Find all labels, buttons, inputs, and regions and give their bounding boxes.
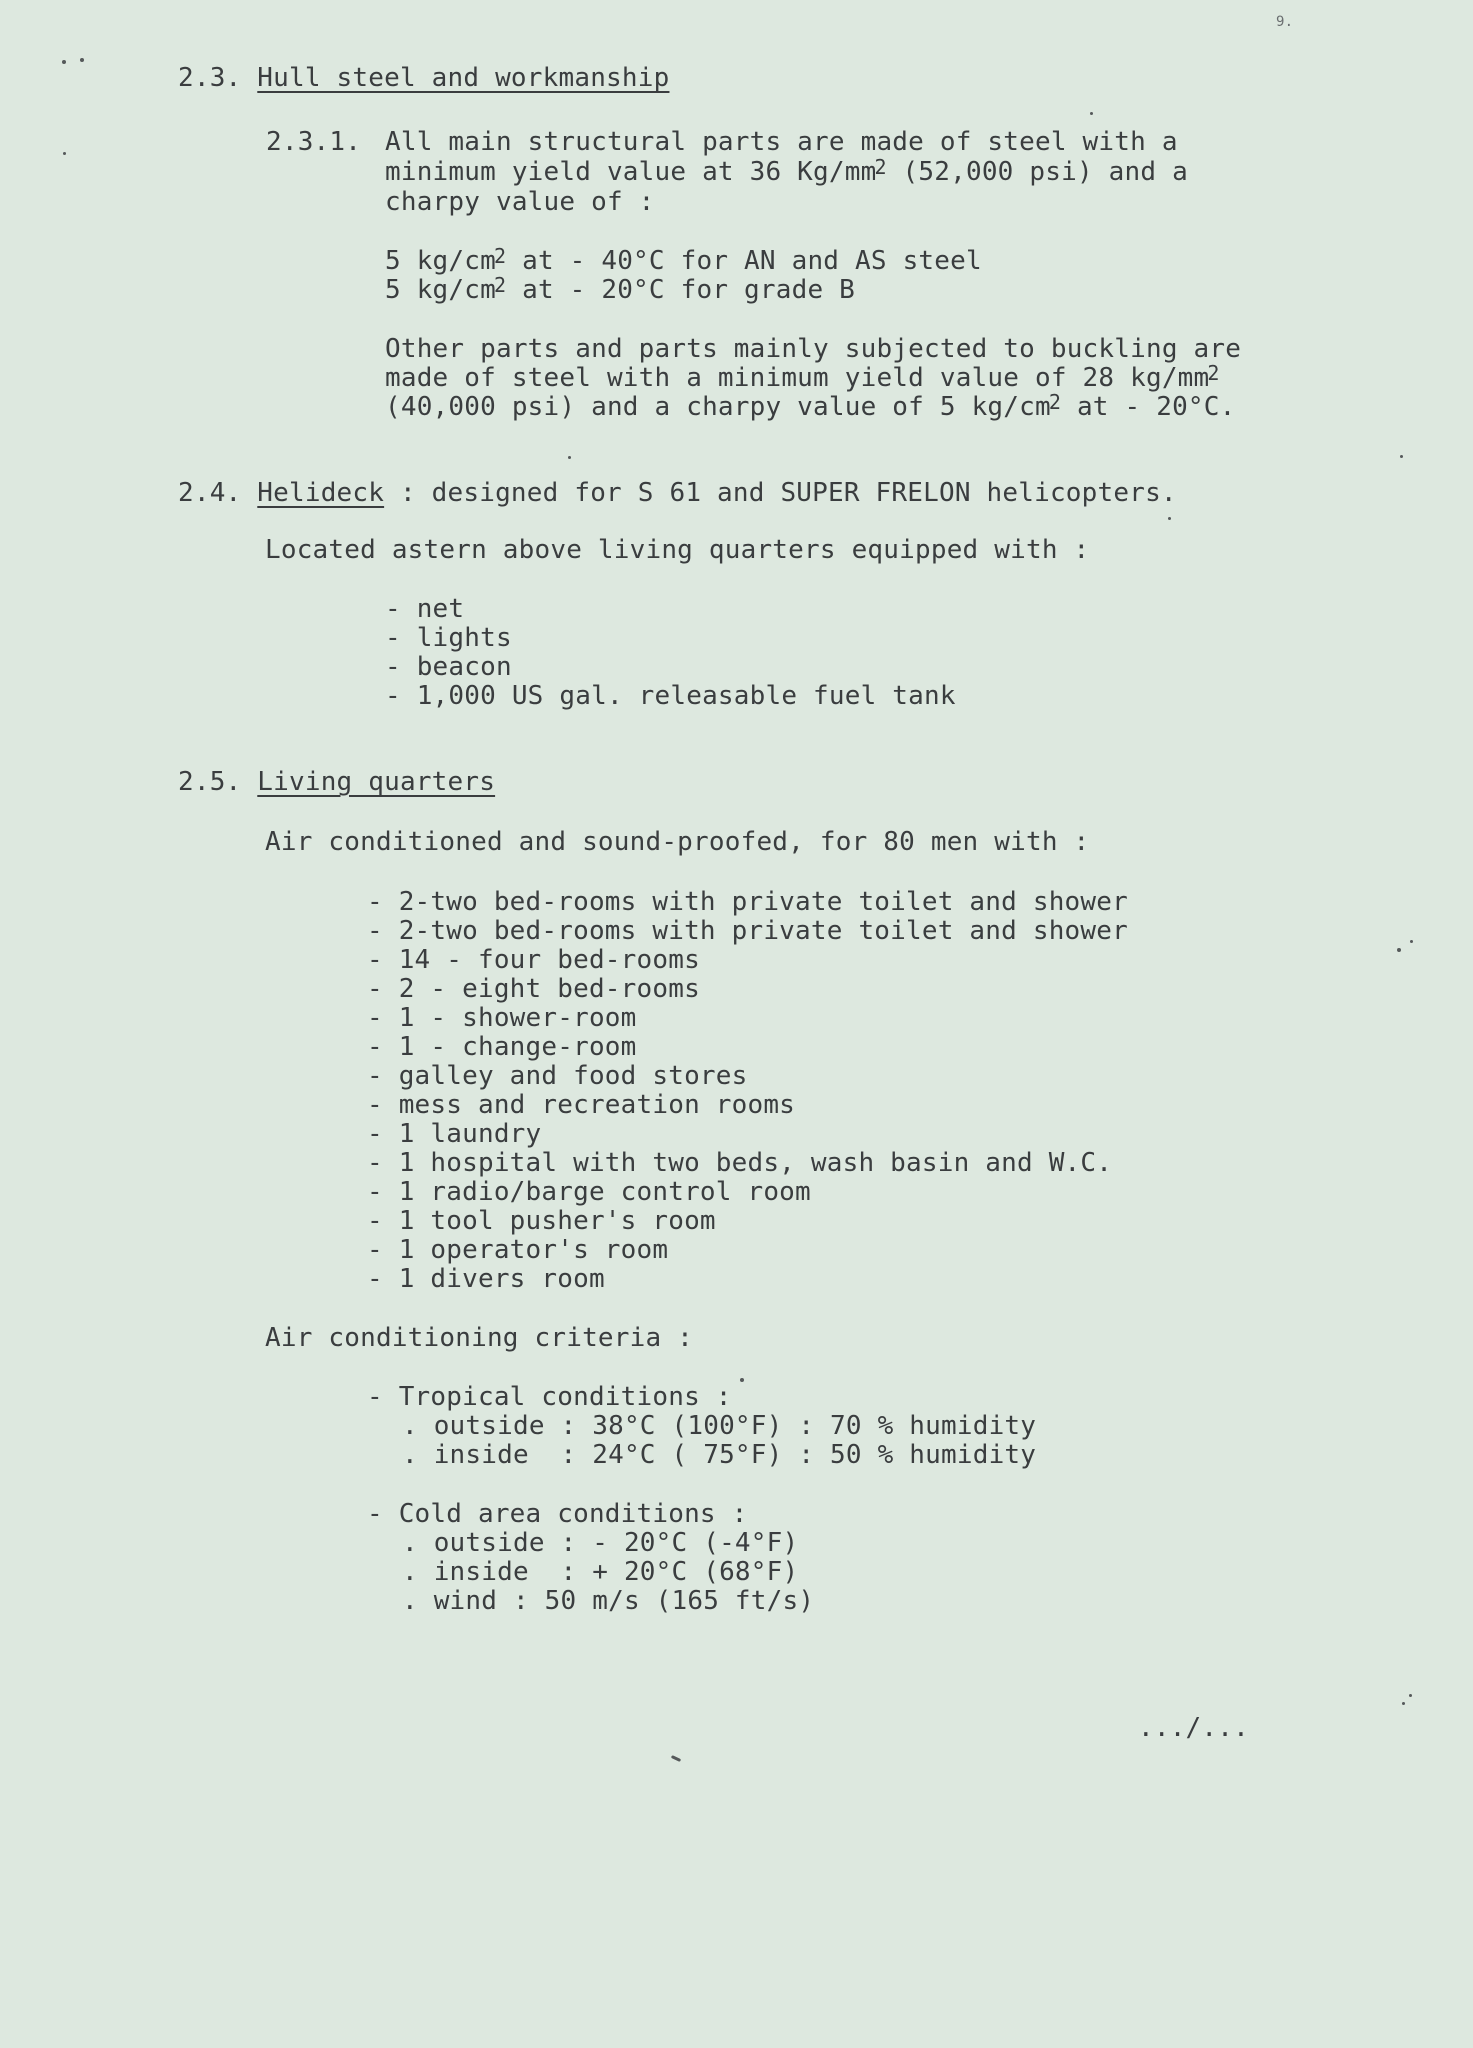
continuation-mark: .../... — [1138, 1713, 1249, 1743]
scan-speck — [671, 1755, 681, 1762]
charpy-line: 5 $kg/cm^2$ at - 20°C for grade B — [385, 273, 856, 305]
list-item: - 2-two bed-rooms with private toilet and shower — [367, 887, 1128, 917]
scan-speck — [62, 60, 66, 64]
scan-speck — [1400, 455, 1403, 458]
criteria-line: . outside : 38°C (100°F) : 70 % humidity — [402, 1411, 1037, 1441]
list-item: - beacon — [385, 652, 512, 682]
scan-speck — [1168, 517, 1171, 520]
scan-speck — [568, 456, 571, 459]
criteria-line: . wind : 50 m/s (165 ft/s) — [402, 1586, 815, 1616]
paragraph-line: (40,000 psi) and a charpy value of 5 $kg/cm^2$ at - 20°C. — [385, 390, 1236, 422]
scan-speck — [80, 58, 84, 62]
scan-speck — [1410, 940, 1413, 943]
criteria-heading: - Tropical conditions : — [367, 1382, 732, 1412]
paragraph-line: made of steel with a minimum yield value of 28 $kg/mm^2$ — [385, 361, 1220, 393]
scan-speck — [1397, 948, 1401, 952]
section-2-3-heading — [178, 63, 669, 93]
list-item: - 1 laundry — [367, 1119, 542, 1149]
paragraph-line: Located astern above living quarters equipped with : — [265, 535, 1090, 565]
criteria-line: . outside : - 20°C (-4°F) — [402, 1528, 799, 1558]
list-item: - 1 - shower-room — [367, 1003, 637, 1033]
superscript: 2 — [493, 273, 507, 297]
list-item: - 1,000 US gal. releasable fuel tank — [385, 681, 956, 711]
sub-2-3-1-number: 2.3.1. — [266, 127, 362, 157]
section-title: Hull steel and workmanship — [257, 63, 670, 93]
section-title: Living quarters — [257, 767, 496, 797]
paragraph-line: charpy value of : — [385, 187, 655, 217]
paragraph-line: Air conditioning criteria : — [265, 1323, 694, 1353]
superscript: 2 — [1207, 361, 1220, 385]
list-item: - 2 - eight bed-rooms — [367, 974, 700, 1004]
list-item: - 1 operator's room — [367, 1235, 669, 1265]
section-2-5-heading — [178, 767, 495, 797]
superscript: 2 — [874, 155, 887, 179]
paragraph-line: Other parts and parts mainly subjected to buckling are — [385, 334, 1242, 364]
page-number-mark: 9. — [1276, 14, 1294, 30]
superscript: 2 — [493, 244, 507, 268]
section-2-4-heading: 2.4. Helideck : designed for S 61 and SUPER FRELON helicopters. — [178, 478, 1177, 508]
scan-speck — [63, 152, 66, 155]
section-number: 2.3. — [178, 63, 242, 93]
paragraph-line: Air conditioned and sound-proofed, for 80 men with : — [265, 827, 1090, 857]
section-title: Helideck — [257, 478, 385, 508]
scan-speck — [1409, 1694, 1412, 1697]
paragraph-line: All main structural parts are made of steel with a — [385, 127, 1178, 157]
list-item: - net — [385, 594, 465, 624]
scan-speck — [1090, 112, 1093, 115]
charpy-line: 5 $kg/cm^2$ at - 40°C for AN and AS steel — [385, 244, 982, 276]
superscript: 2 — [1048, 390, 1062, 414]
list-item: - 1 hospital with two beds, wash basin and W.C. — [367, 1148, 1113, 1178]
list-item: - lights — [385, 623, 512, 653]
criteria-heading: - Cold area conditions : — [367, 1499, 748, 1529]
list-item: - 1 radio/barge control room — [367, 1177, 811, 1207]
list-item: - 14 - four bed-rooms — [367, 945, 700, 975]
list-item: - 2-two bed-rooms with private toilet and shower — [367, 916, 1128, 946]
criteria-line: . inside : 24°C ( 75°F) : 50 % humidity — [402, 1440, 1037, 1470]
list-item: - 1 divers room — [367, 1264, 605, 1294]
list-item: - 1 - change-room — [367, 1032, 637, 1062]
paragraph-line: minimum yield value at 36 $Kg/mm^2$ (52,000 psi) and a — [385, 155, 1188, 187]
criteria-line: . inside : + 20°C (68°F) — [402, 1557, 799, 1587]
scan-speck — [740, 1378, 744, 1382]
list-item: - galley and food stores — [367, 1061, 748, 1091]
list-item: - 1 tool pusher's room — [367, 1206, 716, 1236]
list-item: - mess and recreation rooms — [367, 1090, 796, 1120]
section-number: 2.5. — [178, 767, 242, 797]
section-number: 2.4. — [178, 478, 242, 508]
scan-speck — [1402, 1702, 1405, 1705]
